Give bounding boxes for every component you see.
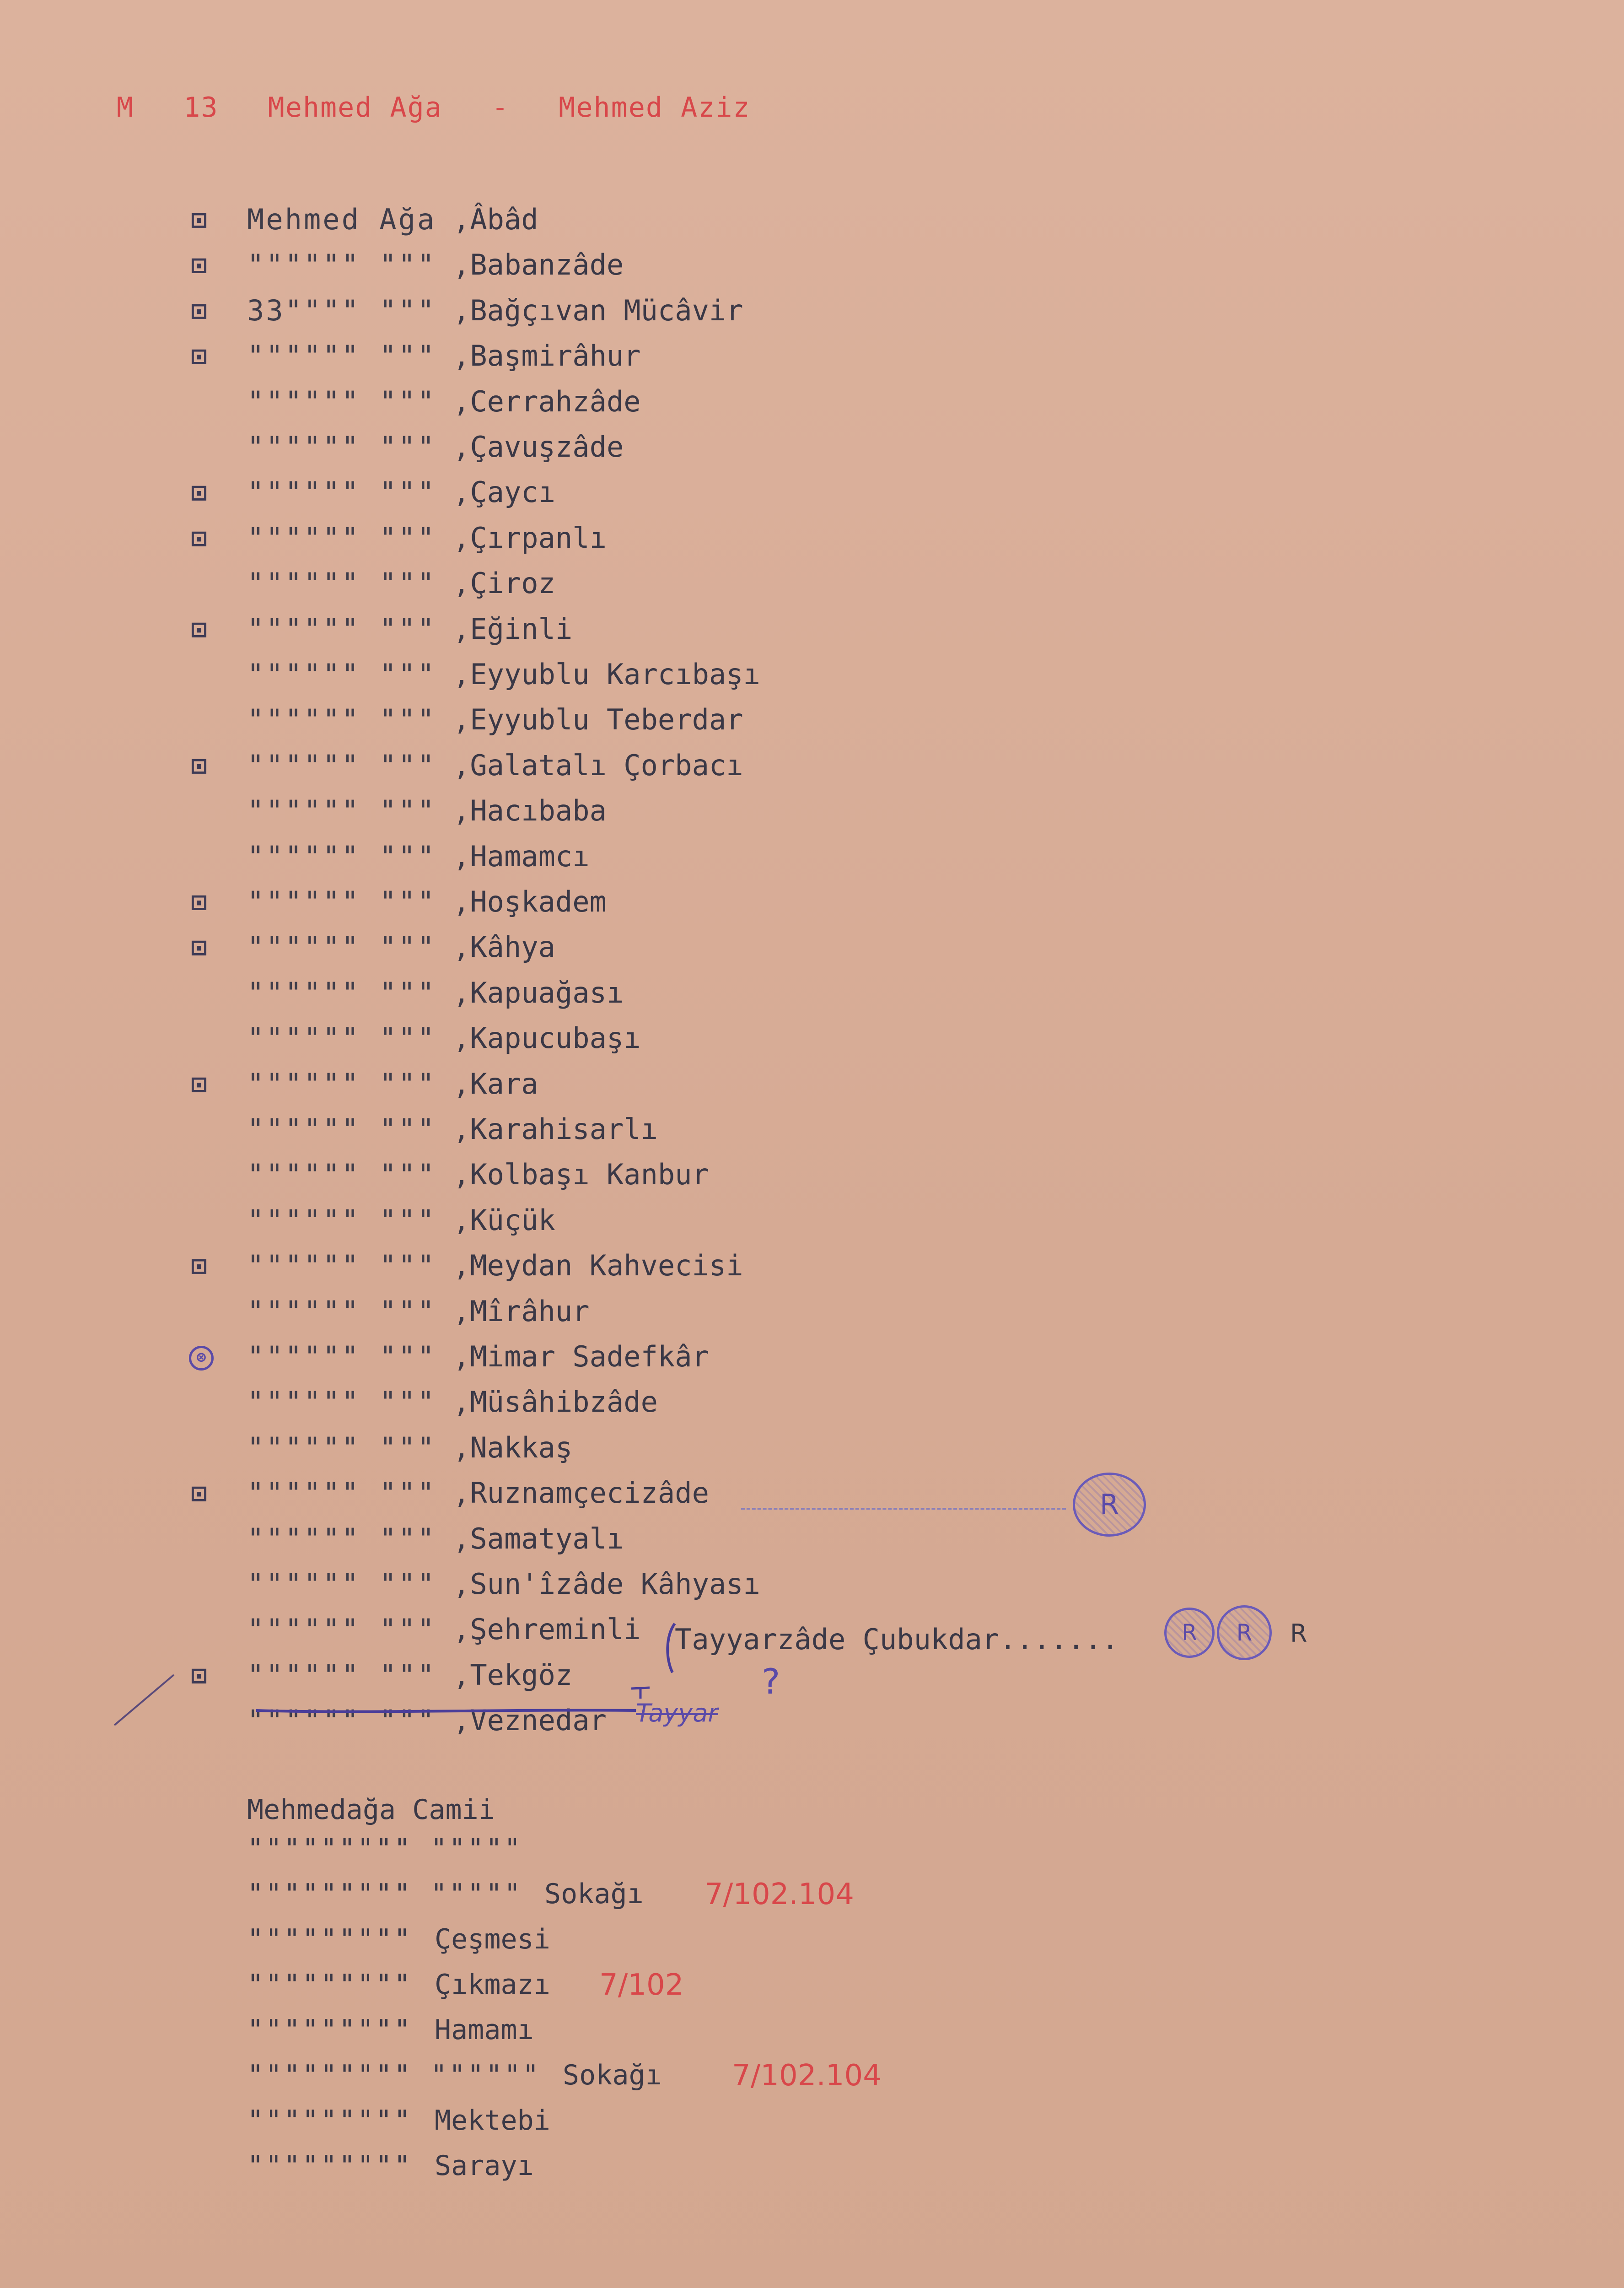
entry-mark: ⊡ bbox=[191, 886, 207, 917]
entry-name: ,Ruznamçecizâde bbox=[453, 1476, 709, 1510]
footer-row-word: Mektebi bbox=[435, 2105, 550, 2137]
margin-slash bbox=[114, 1675, 174, 1725]
sehreminli-stamp-1: R bbox=[1164, 1608, 1215, 1658]
entry-mark: ⊡ bbox=[191, 340, 207, 372]
entry-name: ,Çaycı bbox=[453, 475, 555, 509]
ruznamce-stamp: R bbox=[1073, 1473, 1146, 1537]
entry-ditto: 33"""" """ bbox=[247, 293, 436, 327]
entry-ditto: """""" """ bbox=[247, 1704, 436, 1738]
entry-name: ,Hacıbaba bbox=[453, 794, 607, 828]
entry-ditto: """""" """ bbox=[247, 885, 436, 918]
entry-name: ,Müsâhibzâde bbox=[453, 1385, 658, 1419]
footer-row-ditto: """"""""" bbox=[247, 1969, 413, 2001]
entry-name: ,Bağçıvan Mücâvir bbox=[453, 293, 743, 327]
entry-ditto: """""" """ bbox=[247, 839, 436, 873]
entry-mark: ⊡ bbox=[191, 1659, 207, 1691]
sehreminli-bracket bbox=[667, 1624, 675, 1673]
entry-ditto: """""" """ bbox=[247, 748, 436, 782]
entry-mark-circled-x: ⊗ bbox=[189, 1346, 214, 1371]
entry-mark: ⊡ bbox=[191, 477, 207, 508]
tekgoz-underline-hand bbox=[631, 1688, 650, 1699]
entry-name: ,Kapuağası bbox=[453, 976, 624, 1009]
entry-ditto: """""" """ bbox=[247, 339, 436, 373]
footer-row-ref: 7/102.104 bbox=[704, 1878, 854, 1911]
entry-name: ,Hamamcı bbox=[453, 839, 590, 873]
entry-ditto: """""" """ bbox=[247, 930, 436, 964]
entry-name: ,Cerrahzâde bbox=[453, 384, 641, 418]
footer-row-ditto: """"""""" """"" bbox=[247, 1833, 522, 1865]
footer-row-word: Çıkmazı bbox=[435, 1969, 550, 2001]
entry-name: ,Kâhya bbox=[453, 930, 555, 964]
entry-mark: ⊡ bbox=[191, 1250, 207, 1282]
entry-name: ,Çavuşzâde bbox=[453, 430, 624, 464]
sehreminli-stamp-2: R bbox=[1217, 1605, 1272, 1660]
entry-ditto: """""" """ bbox=[247, 1203, 436, 1237]
entry-ditto: """""" """ bbox=[247, 1613, 436, 1646]
entry-ditto: """""" """ bbox=[247, 1067, 436, 1101]
entry-name: ,Nakkaş bbox=[453, 1430, 573, 1464]
entry-ditto: """""" """ bbox=[247, 612, 436, 646]
entry-ditto: """""" """ bbox=[247, 1158, 436, 1192]
entry-name: ,Meydan Kahvecisi bbox=[453, 1249, 743, 1283]
footer-row-word: Hamamı bbox=[435, 2014, 534, 2046]
footer-row-ditto: """"""""" bbox=[247, 1923, 413, 1955]
entry-ditto: """""" """ bbox=[247, 658, 436, 691]
entry-ditto: """""" """ bbox=[247, 1385, 436, 1419]
sehreminli-extra-text: Tayyarzâde Çubukdar....... bbox=[675, 1623, 1119, 1656]
entry-mark: ⊡ bbox=[191, 750, 207, 781]
entry-mark: ⊡ bbox=[191, 932, 207, 963]
entry-ditto: """""" """ bbox=[247, 703, 436, 737]
footer-row-word: Sokağı bbox=[544, 1878, 644, 1910]
footer-row-word: Sarayı bbox=[435, 2150, 534, 2182]
entry-mark: ⊡ bbox=[191, 295, 207, 326]
veznedar-handwriting: Tayyar bbox=[636, 1699, 718, 1727]
entry-ditto: """""" """ bbox=[247, 1112, 436, 1146]
entry-ditto: """""" """ bbox=[247, 1658, 436, 1692]
entry-ditto: """""" """ bbox=[247, 475, 436, 509]
entry-ditto: """""" """ bbox=[247, 248, 436, 282]
entry-mark: ⊡ bbox=[191, 1068, 207, 1100]
entry-name: ,Karahisarlı bbox=[453, 1112, 658, 1146]
entry-name: ,Tekgöz bbox=[453, 1658, 573, 1692]
entry-ditto: """""" """ bbox=[247, 1567, 436, 1601]
footer-title: Mehmedağa Camii bbox=[247, 1794, 495, 1826]
entry-name: ,Kara bbox=[453, 1067, 538, 1101]
entry-name: ,Hoşkadem bbox=[453, 885, 607, 918]
entry-name: ,Sun'îzâde Kâhyası bbox=[453, 1567, 760, 1601]
tekgoz-strike-line bbox=[256, 1710, 636, 1711]
footer-row-ditto: """"""""" """"" bbox=[247, 1878, 522, 1910]
entry-ditto: """""" """ bbox=[247, 976, 436, 1009]
entry-ditto: """""" """ bbox=[247, 430, 436, 464]
entry-mark: ⊡ bbox=[191, 522, 207, 554]
entry-ditto: """""" """ bbox=[247, 1430, 436, 1464]
entry-name: ,Küçük bbox=[453, 1203, 555, 1237]
footer-row-ref: 7/102.104 bbox=[732, 2059, 882, 2093]
entry-name: ,Çırpanlı bbox=[453, 521, 607, 555]
entry-mark: ⊡ bbox=[191, 249, 207, 281]
entry-name: ,Eyyublu Karcıbaşı bbox=[453, 658, 760, 691]
entry-name: ,Galatalı Çorbacı bbox=[453, 748, 743, 782]
entry-ditto: """""" """ bbox=[247, 1249, 436, 1283]
footer-row-ref: 7/102 bbox=[599, 1968, 684, 2002]
entry-name: ,Babanzâde bbox=[453, 248, 624, 282]
header-title-from: Mehmed Ağa bbox=[268, 92, 442, 124]
entry-ditto: """""" """ bbox=[247, 567, 436, 600]
entry-ditto: """""" """ bbox=[247, 1021, 436, 1055]
entry-ditto: Mehmed Ağa bbox=[247, 203, 436, 236]
footer-row-word: Sokağı bbox=[563, 2059, 662, 2091]
entry-ditto: """""" """ bbox=[247, 1340, 436, 1373]
entry-ditto: """""" """ bbox=[247, 1294, 436, 1328]
footer-row-ditto: """"""""" bbox=[247, 2150, 413, 2182]
header-code: M bbox=[117, 92, 134, 124]
entry-name: ,Âbâd bbox=[453, 203, 538, 236]
entry-ditto: """""" """ bbox=[247, 794, 436, 828]
header-number: 13 bbox=[183, 92, 219, 124]
entry-name: ,Başmirâhur bbox=[453, 339, 641, 373]
entry-name: ,Kapucubaşı bbox=[453, 1021, 641, 1055]
entry-ditto: """""" """ bbox=[247, 521, 436, 555]
entry-name: ,Samatyalı bbox=[453, 1522, 624, 1555]
entry-mark: ⊡ bbox=[191, 613, 207, 645]
entry-name: ,Çiroz bbox=[453, 567, 555, 600]
footer-row-word: Çeşmesi bbox=[435, 1923, 550, 1955]
header-dash: - bbox=[491, 92, 510, 124]
entry-name: ,Şehreminli bbox=[453, 1613, 641, 1646]
entry-mark: ⊡ bbox=[191, 204, 207, 235]
entry-ditto: """""" """ bbox=[247, 384, 436, 418]
entry-ditto: """""" """ bbox=[247, 1522, 436, 1555]
footer-row-ditto: """"""""" """""" bbox=[247, 2059, 541, 2091]
sehreminli-plain-r: R bbox=[1290, 1619, 1307, 1648]
entry-name: ,Eyyublu Teberdar bbox=[453, 703, 743, 737]
tekgoz-question-mark: ? bbox=[762, 1661, 780, 1702]
entry-name: ,Veznedar bbox=[453, 1704, 607, 1738]
footer-row-ditto: """"""""" bbox=[247, 2014, 413, 2046]
footer-row-ditto: """"""""" bbox=[247, 2105, 413, 2137]
entry-name: ,Eğinli bbox=[453, 612, 573, 646]
entry-mark: ⊡ bbox=[191, 1478, 207, 1509]
entry-name: ,Mimar Sadefkâr bbox=[453, 1340, 709, 1373]
header-title-to: Mehmed Aziz bbox=[559, 92, 751, 124]
entry-name: ,Kolbaşı Kanbur bbox=[453, 1158, 709, 1192]
entry-ditto: """""" """ bbox=[247, 1476, 436, 1510]
entry-name: ,Mîrâhur bbox=[453, 1294, 590, 1328]
